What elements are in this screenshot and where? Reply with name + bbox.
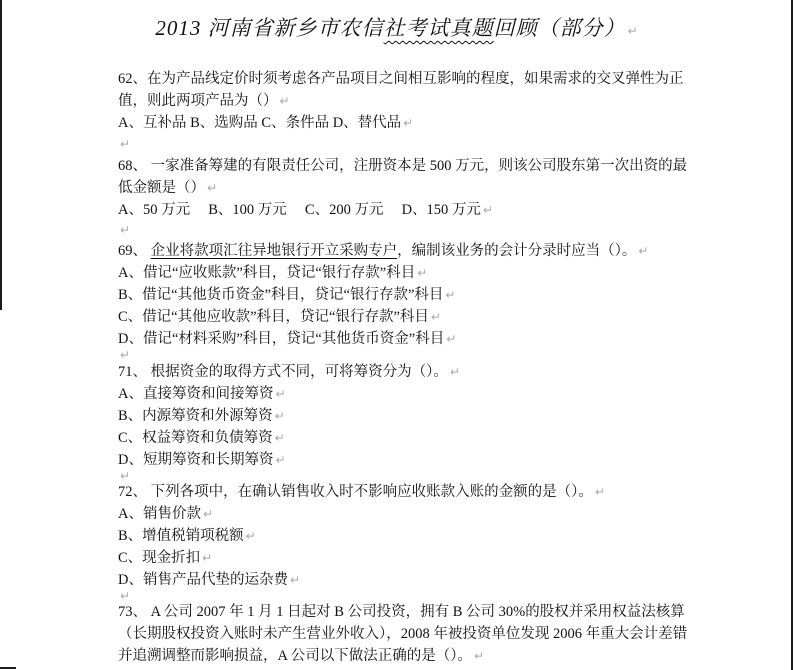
paragraph-mark-icon: ↵ xyxy=(445,288,456,302)
question-73-stem xyxy=(118,601,698,667)
question-72-option-d xyxy=(118,569,698,591)
empty-line xyxy=(118,350,698,361)
question-68-stem xyxy=(118,155,698,199)
paragraph-mark-icon: ↵ xyxy=(430,310,441,324)
question-71-option-c-text: C、权益筹资和负债筹资 xyxy=(118,430,273,446)
empty-line xyxy=(118,471,698,481)
paragraph-mark-icon: ↵ xyxy=(202,507,214,521)
question-68-stem-text: 68、 一家准备筹建的有限责任公司，注册资本是 500 万元，则该公司股东第一次出资的最低金额是（） xyxy=(118,158,688,196)
paragraph-mark-icon: ↵ xyxy=(417,266,428,280)
paragraph-mark-icon: ↵ xyxy=(638,244,649,258)
paragraph-mark-icon: ↵ xyxy=(627,24,639,38)
paragraph-mark-icon: ↵ xyxy=(274,409,285,423)
paragraph-mark-icon: ↵ xyxy=(120,471,131,481)
page-border-bottom xyxy=(0,667,16,669)
paragraph-mark-icon: ↵ xyxy=(446,332,457,346)
page-border-right xyxy=(791,0,793,670)
question-72-option-d-text: D、销售产品代垫的运杂费 xyxy=(118,572,288,588)
question-69-option-b-text: B、借记“其他货币资金”科目，贷记“银行存款”科目 xyxy=(118,287,444,303)
question-69-option-c xyxy=(118,306,698,328)
question-71-stem-text: 71、 根据资金的取得方式不同，可将筹资分为（）。 xyxy=(118,364,448,380)
document-title-suffix: 回顾（部分） xyxy=(493,16,626,40)
paragraph-mark-icon: ↵ xyxy=(207,181,218,195)
paragraph-mark-icon: ↵ xyxy=(245,529,256,543)
question-68-options xyxy=(118,199,698,221)
paragraph-mark-icon: ↵ xyxy=(275,453,286,467)
paragraph-mark-icon: ↵ xyxy=(594,485,605,499)
question-62-options-text: A、互补品 B、选购品 C、条件品 D、替代品 xyxy=(118,115,402,131)
question-71-option-a xyxy=(118,383,698,405)
question-72-option-c xyxy=(118,547,698,569)
question-69-number: 69、 xyxy=(118,243,151,259)
empty-line xyxy=(118,134,698,155)
paragraph-mark-icon: ↵ xyxy=(403,116,414,130)
paragraph-mark-icon: ↵ xyxy=(120,137,131,151)
question-71-option-b-text: B、内源筹资和外源筹资 xyxy=(118,408,273,424)
question-71-option-c xyxy=(118,427,698,449)
question-71-option-d-text: D、短期筹资和长期筹资 xyxy=(118,452,274,468)
empty-line xyxy=(118,591,698,601)
paragraph-mark-icon: ↵ xyxy=(474,649,485,663)
question-62-stem xyxy=(118,68,698,112)
page-border-left xyxy=(0,0,2,310)
document-title-prefix: 2013 河南省新乡市农信 xyxy=(155,16,384,40)
paragraph-mark-icon: ↵ xyxy=(275,387,286,401)
document-title-wavy-underlined-text: 社考试真题 xyxy=(383,16,494,40)
question-71-option-a-text: A、直接筹资和间接筹资 xyxy=(118,386,274,402)
paragraph-mark-icon: ↵ xyxy=(120,591,131,601)
question-69-option-d xyxy=(118,328,698,350)
document-title xyxy=(8,10,786,46)
paragraph-mark-icon: ↵ xyxy=(120,350,131,361)
paragraph-mark-icon: ↵ xyxy=(449,365,460,379)
question-69-option-d-text: D、借记“材料采购”科目，贷记“其他货币资金”科目 xyxy=(118,331,445,347)
question-62-options xyxy=(118,112,698,134)
empty-line xyxy=(118,221,698,240)
question-72-stem xyxy=(118,481,698,503)
question-72-option-a xyxy=(118,503,698,525)
question-72-stem-text: 72、 下列各项中，在确认销售收入时不影响应收账款入账的金额的是（）。 xyxy=(118,484,593,500)
paragraph-mark-icon: ↵ xyxy=(120,223,131,237)
paragraph-mark-icon: ↵ xyxy=(482,203,493,217)
question-69-option-b xyxy=(118,284,698,306)
question-72-option-b-text: B、增值税销项税额 xyxy=(118,528,244,544)
paragraph-mark-icon: ↵ xyxy=(279,94,290,108)
question-72-option-c-text: C、现金折扣 xyxy=(118,550,201,566)
question-72-option-a-text: A、销售价款 xyxy=(118,506,201,522)
question-62-stem-text: 62、在为产品线定价时须考虑各产品项目之间相互影响的程度，如果需求的交叉弹性为正值，则此两项产品为（） xyxy=(118,71,684,109)
question-73-stem-text: 73、 A 公司 2007 年 1 月 1 日起对 B 公司投资，拥有 B 公司 30%的股权并采用权益法核算（长期股权投资入账时未产生营业外收入），2008 年被投资单位发现 2006 年重大会计差错并追溯调整而影响损益，A 公司以下做法正确的是（）。 xyxy=(118,604,688,664)
question-71-stem xyxy=(118,361,698,383)
question-68-options-text: A、50 万元 B、100 万元 C、200 万元 D、150 万元 xyxy=(118,202,481,218)
paragraph-mark-icon: ↵ xyxy=(202,551,213,565)
question-69-option-c-text: C、借记“其他应收款”科目，贷记“银行存款”科目 xyxy=(118,309,429,325)
paragraph-mark-icon: ↵ xyxy=(289,573,301,587)
question-69-option-a-text: A、借记“应收账款”科目，贷记“银行存款”科目 xyxy=(118,265,416,281)
question-69-option-a xyxy=(118,262,698,284)
paragraph-mark-icon: ↵ xyxy=(274,431,285,445)
question-71-option-b xyxy=(118,405,698,427)
question-71-option-d xyxy=(118,449,698,471)
question-72-option-b xyxy=(118,525,698,547)
question-69-stem-rest: ，编制该业务的会计分录时应当（）。 xyxy=(397,243,637,259)
document-body xyxy=(118,68,698,667)
question-69-underlined-phrase: 企业将款项汇往异地银行开立采购专户 xyxy=(150,243,398,259)
question-69-stem xyxy=(118,240,698,262)
